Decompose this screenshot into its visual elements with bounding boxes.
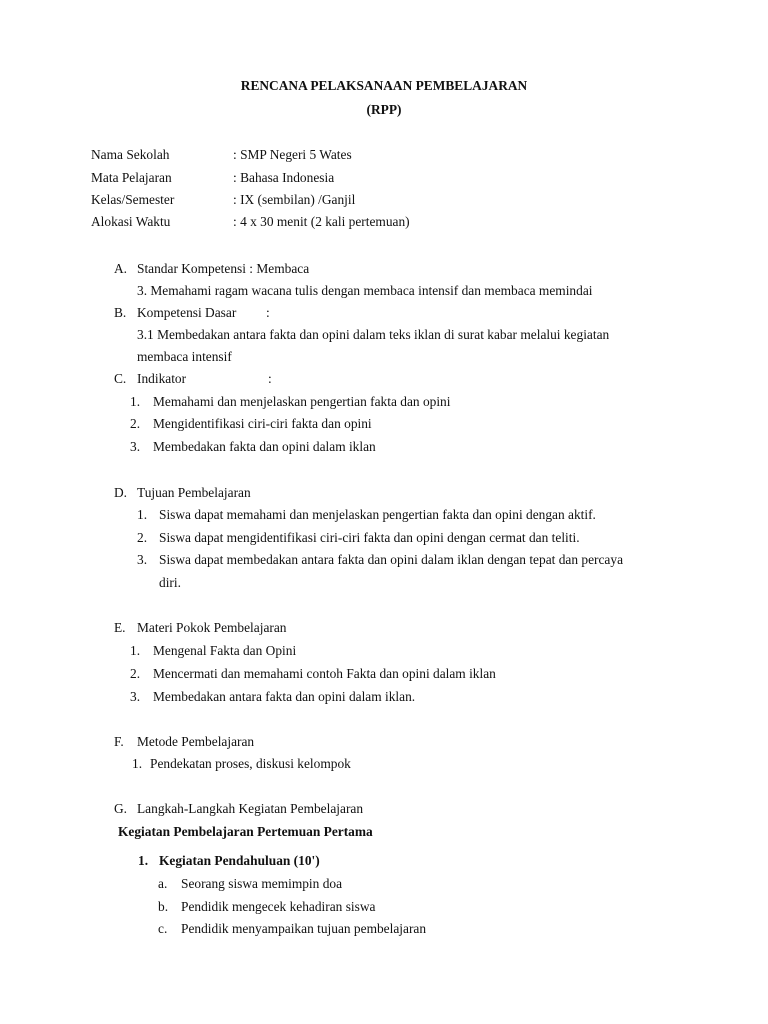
list-number: 3. xyxy=(130,439,141,454)
list-item: Siswa dapat memahami dan menjelaskan pengertian fakta dan opini dengan aktif. xyxy=(159,507,596,522)
list-item: Pendidik menyampaikan tujuan pembelajaran xyxy=(181,921,427,936)
list-item: Siswa dapat membedakan antara fakta dan opini dalam iklan dengan tepat dan percaya xyxy=(159,552,624,567)
section-heading: Kompetensi Dasar xyxy=(137,305,237,320)
section-marker: E. xyxy=(114,620,126,635)
list-number: 2. xyxy=(130,416,141,431)
list-letter: a. xyxy=(158,876,168,891)
identity-label: Alokasi Waktu xyxy=(91,214,171,229)
list-item: Pendidik mengecek kehadiran siswa xyxy=(181,899,376,914)
list-number: 3. xyxy=(130,689,141,704)
section-heading: Langkah-Langkah Kegiatan Pembelajaran xyxy=(137,801,364,816)
section-heading: Materi Pokok Pembelajaran xyxy=(137,620,287,635)
section-heading: Standar Kompetensi : Membaca xyxy=(137,261,310,276)
section-marker: C. xyxy=(114,371,127,386)
section-heading: Indikator xyxy=(137,371,187,386)
list-number: 2. xyxy=(137,530,148,545)
section-marker: G. xyxy=(114,801,128,816)
list-item: Siswa dapat mengidentifikasi ciri-ciri fakta dan opini dengan cermat dan teliti. xyxy=(159,530,580,545)
identity-label: Nama Sekolah xyxy=(91,147,170,162)
section-colon: : xyxy=(268,371,272,386)
list-number: 2. xyxy=(130,666,141,681)
identity-label: Kelas/Semester xyxy=(91,192,175,207)
list-item: Seorang siswa memimpin doa xyxy=(181,876,343,891)
identity-value: : Bahasa Indonesia xyxy=(233,170,335,185)
section-heading: Metode Pembelajaran xyxy=(137,734,255,749)
section-marker: A. xyxy=(114,261,128,276)
list-number: 1. xyxy=(132,756,143,771)
list-item: Mencermati dan memahami contoh Fakta dan opini dalam iklan xyxy=(153,666,496,681)
list-number: 3. xyxy=(137,552,148,567)
section-text-line: membaca intensif xyxy=(137,349,232,364)
document-title: RENCANA PELAKSANAAN PEMBELAJARAN xyxy=(240,78,528,93)
identity-value: : 4 x 30 menit (2 kali pertemuan) xyxy=(233,214,410,229)
list-item: Membedakan fakta dan opini dalam iklan xyxy=(153,439,376,454)
list-item: Mengenal Fakta dan Opini xyxy=(153,643,297,658)
list-item: Memahami dan menjelaskan pengertian fakta dan opini xyxy=(153,394,451,409)
section-text-line: 3.1 Membedakan antara fakta dan opini dalam teks iklan di surat kabar melalui kegiatan xyxy=(137,327,610,342)
list-letter: c. xyxy=(158,921,168,936)
list-item: Membedakan antara fakta dan opini dalam iklan. xyxy=(153,689,416,704)
section-marker: F. xyxy=(114,734,124,749)
list-item: Mengidentifikasi ciri-ciri fakta dan opini xyxy=(153,416,372,431)
list-letter: b. xyxy=(158,899,169,914)
document-subtitle: (RPP) xyxy=(366,102,402,117)
list-item-continuation: diri. xyxy=(159,575,181,590)
section-marker: B. xyxy=(114,305,127,320)
step-title: Kegiatan Pendahuluan (10') xyxy=(159,853,320,868)
identity-value: : IX (sembilan) /Ganjil xyxy=(233,192,356,207)
section-item: 3. Memahami ragam wacana tulis dengan membaca intensif dan membaca memindai xyxy=(137,283,593,298)
section-marker: D. xyxy=(114,485,128,500)
subsection-heading: Kegiatan Pembelajaran Pertemuan Pertama xyxy=(118,824,373,839)
section-colon: : xyxy=(266,305,270,320)
list-number: 1. xyxy=(130,643,141,658)
step-number: 1. xyxy=(138,853,149,868)
identity-value: : SMP Negeri 5 Wates xyxy=(233,147,352,162)
section-heading: Tujuan Pembelajaran xyxy=(137,485,251,500)
identity-label: Mata Pelajaran xyxy=(91,170,172,185)
list-item: Pendekatan proses, diskusi kelompok xyxy=(150,756,351,771)
list-number: 1. xyxy=(137,507,148,522)
list-number: 1. xyxy=(130,394,141,409)
